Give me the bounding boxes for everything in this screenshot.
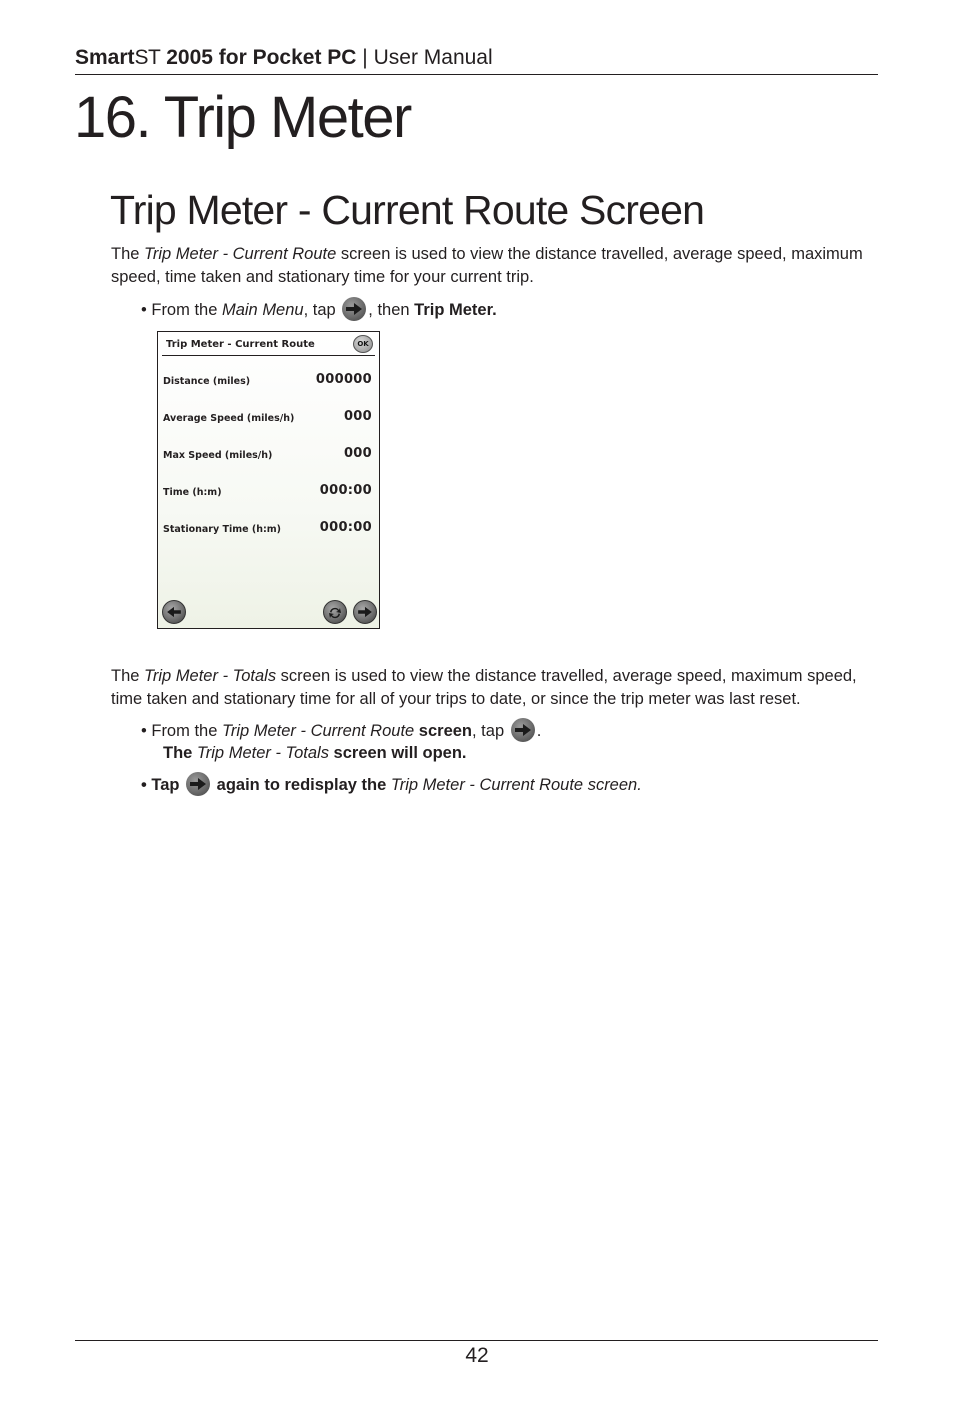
- section-title: Trip Meter - Current Route Screen: [110, 187, 705, 233]
- row-label: Average Speed (miles/h): [163, 413, 295, 424]
- reset-icon[interactable]: [323, 600, 347, 624]
- text-italic: Trip Meter - Totals: [144, 667, 277, 685]
- next-arrow-icon[interactable]: [353, 600, 377, 624]
- text-bold: screen: [414, 722, 473, 740]
- text-italic: Trip Meter - Current Route screen.: [390, 776, 642, 794]
- max-speed-row: [163, 446, 375, 464]
- text-bold: • Tap: [141, 776, 185, 794]
- back-arrow-icon[interactable]: [162, 600, 186, 624]
- text: • From the: [141, 301, 222, 319]
- time-row: [163, 483, 375, 501]
- page-number: 42: [465, 1344, 489, 1367]
- text: The: [111, 245, 145, 263]
- text-bold: again to redisplay the: [212, 776, 391, 794]
- text-italic: Trip Meter - Current Route: [221, 722, 415, 740]
- running-header: [75, 44, 878, 75]
- next-arrow-icon: [511, 718, 535, 742]
- totals-paragraph: [111, 665, 886, 711]
- text: , tap: [303, 301, 341, 319]
- row-value: 000: [343, 409, 372, 424]
- row-value: 000:00: [319, 483, 372, 498]
- footer-rule: [75, 1340, 878, 1341]
- next-arrow-icon: [186, 772, 210, 796]
- text: screen is used to view the distance travelled, average speed, maximum speed, time taken and stationary time for all of your trips to date, or since the trip meter was last reset.: [111, 667, 857, 708]
- bullet-tap-again: [141, 772, 642, 797]
- trip-meter-screenshot: [157, 331, 380, 629]
- row-value: 000: [343, 446, 372, 461]
- brand-st: ST: [134, 46, 161, 69]
- bullet-current-route: [141, 718, 541, 743]
- text-bold: Trip Meter.: [414, 301, 497, 319]
- text-bold: screen will open.: [328, 744, 467, 762]
- text: , tap: [472, 722, 509, 740]
- text: , then: [368, 301, 415, 319]
- row-label: Distance (miles): [163, 376, 251, 387]
- chapter-title: 16. Trip Meter: [74, 85, 411, 150]
- brand-smart: Smart: [75, 46, 135, 69]
- header-separator: |: [356, 46, 374, 69]
- text: screen is used to view the distance travelled, average speed, maximum speed, time taken and stationary time for your current trip.: [111, 245, 863, 286]
- next-arrow-icon: [342, 297, 366, 321]
- ok-button[interactable]: OK: [353, 335, 373, 353]
- row-label: Stationary Time (h:m): [163, 524, 282, 535]
- text: .: [536, 722, 542, 740]
- text-italic: Trip Meter - Current Route: [144, 245, 337, 263]
- distance-row: [163, 372, 375, 390]
- text: • From the: [141, 722, 222, 740]
- row-label: Max Speed (miles/h): [163, 450, 273, 461]
- product-name: 2005 for Pocket PC: [160, 46, 357, 69]
- intro-paragraph: [111, 243, 886, 289]
- bullet-totals-open: [163, 742, 467, 765]
- row-label: Time (h:m): [163, 487, 222, 498]
- stationary-time-row: [163, 520, 375, 538]
- text-italic: Main Menu: [221, 301, 304, 319]
- text-bold: The: [163, 744, 197, 762]
- row-value: 000000: [315, 372, 372, 387]
- screen-title: Trip Meter - Current Route: [162, 334, 375, 356]
- row-value: 000:00: [319, 520, 372, 535]
- text: The: [111, 667, 145, 685]
- bullet-main-menu: [141, 297, 497, 322]
- doc-type: User Manual: [373, 46, 493, 69]
- average-speed-row: [163, 409, 375, 427]
- text-italic: Trip Meter - Totals: [196, 744, 329, 762]
